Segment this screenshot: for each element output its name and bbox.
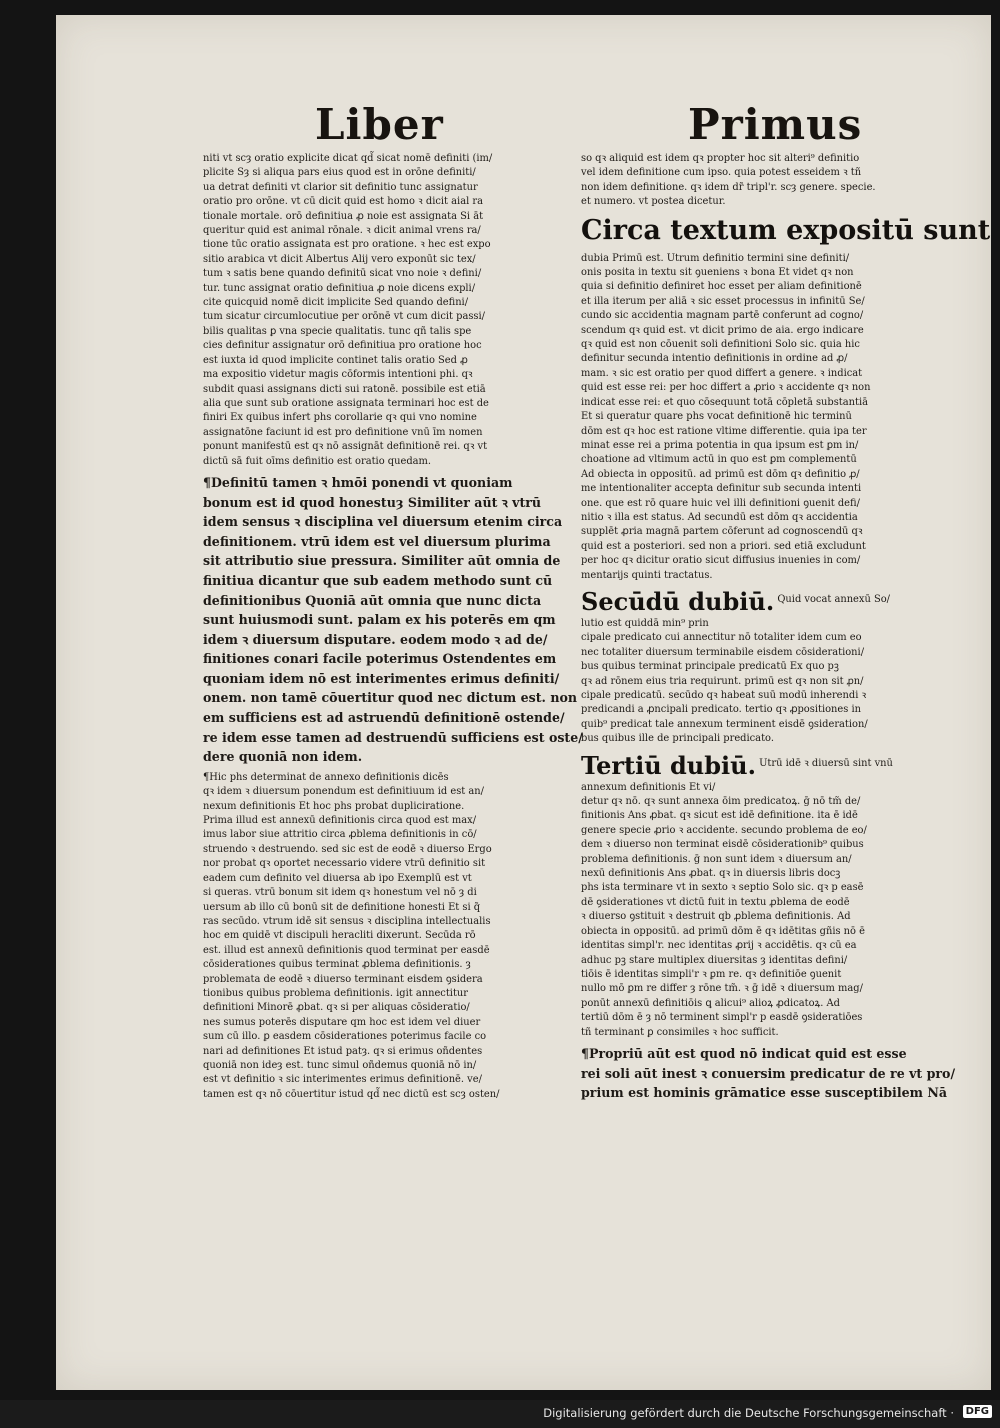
text-line: est vt definitio ꝛ sic interimentes erimus definitionē. ve/ <box>203 1074 482 1086</box>
text-line: dē ꝯsiderationes vt dictū fuit in textu ꝓblema de eodē <box>581 896 850 908</box>
text-line: genere specie ꝓrio ꝛ accidente. secundo problema de eo/ <box>581 824 867 836</box>
text-line: nexum definitionis Et hoc phs probat dupliciratione. <box>203 800 465 812</box>
text-line: quoniā non ideȝ est. tunc simul oñdemus quoniā nō in/ <box>203 1059 477 1071</box>
text-line: dubia Primū est. Utrum definitio termini sine definiti/ <box>581 252 850 264</box>
running-head-left: Liber <box>315 100 444 149</box>
text-line: obiecta in oppositū. ad primū dōm ē qꝛ idētitas gñis nō ē <box>581 925 865 937</box>
text-line: ua detrat definiti vt clarior sit definitio tunc assignatur <box>203 181 478 193</box>
text-line: qꝛ idem ꝛ diuersum ponendum est definitiuum id est an/ <box>203 786 484 798</box>
text-line-large: prium est hominis grāmatice esse susceptibilem Nā <box>581 1085 948 1101</box>
text-line: vel idem definitione cum ipso. quia potest esseidem ꝛ tñ <box>581 167 862 179</box>
text-line-large: idem sensus ꝛ disciplina vel diuersum etenim circa <box>203 514 563 530</box>
text-line-large: em sufficiens est ad astruendū definitionē ostende/ <box>203 710 565 726</box>
text-line: ponūt annexū definitiōis ꝗ alicui⁹ alioꝝ ꝓdicatoꝝ. Ad <box>581 997 840 1009</box>
text-line-large: ¶Definitū tamen ꝛ hmōi ponendi vt quoniam <box>203 474 513 490</box>
text-line: sitio arabica vt dicit Albertus Alij vero exponūt sic tex/ <box>203 253 476 265</box>
text-line-large: definitionem. vtrū idem est vel diuersum plurima <box>203 533 551 549</box>
text-line: predicandi a ꝓncipali predicato. tertio qꝛ ꝓpositiones in <box>581 704 861 716</box>
left-text-column <box>203 152 583 1106</box>
text-line: one. que est rō quare huic vel illi definitioni ꝯuenit defi/ <box>581 497 860 509</box>
text-line: tamen est qꝛ nō cōuertitur istud qd̃ nec dictū est scȝ osten/ <box>203 1088 500 1100</box>
text-line: choatione ad vltimum actū in quo est ꝑm complementū <box>581 454 857 466</box>
text-line: problemata de eodē ꝛ diuerso terminant eisdem ꝯsidera <box>203 973 483 985</box>
block-gap <box>203 1102 559 1106</box>
text-line: uersum ab illo cū bonū sit de definitione honesti Et si q̃ <box>203 901 481 913</box>
text-line: oratio pro orōne. vt cū dicit quid est homo ꝛ dicit aial ra <box>203 196 483 208</box>
text-line: dem ꝛ diuerso non terminat eisdē cōsiderationib⁹ quibus <box>581 839 864 851</box>
text-line: Et si queratur quare phs vocat definitionē hic terminū <box>581 411 852 423</box>
text-line-large: ¶Propriū aūt est quod nō indicat quid est esse <box>581 1045 907 1061</box>
text-line-large: dere quoniā non idem. <box>203 749 363 765</box>
section-heading-text: Utrū idē ꝛ diuersū sint vnū <box>759 757 893 769</box>
text-line: imus labor siue attritio circa ꝓblema definitionis in cō/ <box>203 829 477 841</box>
text-line: cundo sic accidentia magnam partē conferunt ad cogno/ <box>581 310 864 322</box>
text-line: lutio est quiddā min⁹ prin <box>581 617 709 629</box>
text-line: assignatōne faciunt id est pro definitione vnū īm nomen <box>203 426 483 438</box>
text-line: qꝛ ad rōnem eius tria requirunt. primū est qꝛ non sit ꝓn/ <box>581 675 864 687</box>
text-line: Ad obiecta in oppositū. ad primū est dōm qꝛ definitio ꝓ/ <box>581 468 860 480</box>
text-line: cipale predicatū. secūdo qꝛ habeat suū modū inherendi ꝛ <box>581 690 867 701</box>
text-line: finitionis Ans ꝓbat. qꝛ sicut est idē definitione. ita ē idē <box>581 810 858 822</box>
text-line: struendo ꝛ destruendo. sed sic est de eodē ꝛ diuerso Ergo <box>203 843 492 855</box>
block-gap <box>581 1103 935 1107</box>
text-line: eadem cum definito vel diuersa ab ipo Exemplū est vt <box>203 872 472 884</box>
text-line: tur. tunc assignat oratio definitiua ꝓ noie dicens expli/ <box>203 282 476 294</box>
text-line-large: finitiones conari facile poterimus Ostendentes em <box>203 651 557 667</box>
text-line: scendum qꝛ quid est. vt dicit primo de aia. ergo indicare <box>581 324 864 336</box>
text-line: mentarijs quinti tractatus. <box>581 569 713 581</box>
text-line: cies definitur assignatur orō definitiua pro oratione hoc <box>203 340 482 352</box>
text-line: minat esse rei a prima potentia in qua ipsum est ꝑm in/ <box>581 439 859 451</box>
text-line: non idem definitione. qꝛ idem dr̃ tripl'r. scȝ genere. specie. <box>581 181 876 193</box>
text-line-large: finitiua dicantur que sub eadem methodo sunt cū <box>203 572 553 588</box>
text-line: dōm est qꝛ hoc est ratione vltime differentie. quia ipa ter <box>581 425 867 437</box>
text-line: hoc em quidē vt discipuli heracliti dixerunt. Secūda rō <box>203 930 476 942</box>
text-line-large: rei soli aūt inest ꝛ conuersim predicatur de re vt pro/ <box>581 1065 956 1081</box>
text-line: quid est a posteriori. sed non a priori. sed etiā excludunt <box>581 540 866 552</box>
text-line: alia que sunt sub oratione assignata terminari hoc est de <box>203 397 489 409</box>
text-line: ꝛ diuerso ꝯstituit ꝛ destruit qb ꝓblema definitionis. Ad <box>581 911 851 923</box>
section-heading-title: Tertiū dubiū. <box>581 750 756 780</box>
text-line: bus quibus terminat principale predicatū Ex quo pꝫ <box>581 661 839 673</box>
text-line: definitur secunda intentio definitionis in ordine ad ꝓ/ <box>581 353 848 365</box>
text-line: per hoc qꝛ dicitur oratio sicut diffusius inuenies in com/ <box>581 555 861 567</box>
text-line: definitioni Minorē ꝓbat. qꝛ si per aliquas cōsideratio/ <box>203 1002 470 1014</box>
text-line: cite quicquid nomē dicit implicite Sed quando defini/ <box>203 297 469 309</box>
text-line: quid est esse rei: per hoc differt a ꝓrio ꝛ accidente qꝛ non <box>581 382 871 394</box>
text-line: cōsiderationes quibus terminat ꝓblema definitionis. ȝ <box>203 959 471 971</box>
section-heading-title: Secūdū dubiū. <box>581 586 775 616</box>
footer-bar <box>0 1400 1000 1428</box>
text-line: phs ista terminare vt in sexto ꝛ septio Solo sic. qꝛ p easē <box>581 882 864 894</box>
text-line: nes sumus poterēs disputare qm hoc est idem vel diuer <box>203 1016 481 1028</box>
text-line: quib⁹ predicat tale annexum terminent eisdē ꝯsideration/ <box>581 718 868 730</box>
text-line: nari ad definitiones Et istud patȝ. qꝛ si erimus oñdentes <box>203 1045 483 1057</box>
text-line: ma expositio videtur magis cōformis intentioni phi. qꝛ <box>203 369 473 381</box>
text-line: so qꝛ aliquid est idem qꝛ propter hoc sit alteri⁹ definitio <box>581 153 860 164</box>
text-line: identitas simpl'r. nec identitas ꝓrij ꝛ accidētis. qꝛ cū ea <box>581 940 857 952</box>
text-line: tione tūc oratio assignata est pro oratione. ꝛ hec est expo <box>203 239 491 251</box>
text-line-large: idem ꝛ diuersum disputare. eodem modo ꝛ ad de/ <box>203 631 548 647</box>
text-line: annexum definitionis Et vi/ <box>581 781 716 793</box>
text-line-large: onem. non tamē cōuertitur quod nec dictum est. non <box>203 690 578 706</box>
section-heading <box>581 751 935 781</box>
text-line: dictū sā fuit oīms definitio est oratio quedam. <box>203 455 432 467</box>
text-line: tum ꝛ satis bene quando definitū sicat vno noie ꝛ defini/ <box>203 268 482 280</box>
text-line-large: sit attributio siue pressura. Similiter aūt omnia de <box>203 553 561 569</box>
text-line-large: quoniam idem nō est interimentes erimus definiti/ <box>203 670 560 686</box>
text-line: indicat esse rei: et quo cōsequunt totā cōpletā substantiā <box>581 396 869 408</box>
text-line-large: definitionibus Quoniā aūt omnia que nunc dicta <box>203 592 542 608</box>
text-line: me intentionaliter accepta definitur sub secunda intenti <box>581 483 862 495</box>
text-line: finiri Ex quibus infert phs corollarie qꝛ qui vno nomine <box>203 412 477 424</box>
text-line: est iuxta id quod implicite continet talis oratio Sed ꝓ <box>203 354 468 366</box>
text-line: subdit quasi assignans dicti sui ratonē. possibile est etiā <box>203 383 486 395</box>
funding-notice: Digitalisierung gefördert durch die Deutsche Forschungsgemeinschaft · <box>543 1406 954 1420</box>
text-line: Prima illud est annexū definitionis circa quod est max/ <box>203 815 477 827</box>
text-line: tum sicatur circumlocutiue per orōnē vt cum dicit passi/ <box>203 311 485 323</box>
text-line: ¶Hic phs determinat de annexo definitionis dicēs <box>203 771 449 783</box>
text-line: supplēt ꝓria magnā partem cōferunt ad cognoscendū qꝛ <box>581 526 863 538</box>
text-line: tertiū dōm ē ȝ nō terminent simpl'r p easdē ꝯsideratiōes <box>581 1012 863 1024</box>
text-line: ras secūdo. vtrum idē sit sensus ꝛ disciplina intellectualis <box>203 915 491 927</box>
text-line: queritur quid est animal rōnale. ꝛ dicit animal vrens ra/ <box>203 225 481 237</box>
text-line: nexū definitionis Ans ꝓbat. qꝛ in diuersis libris docꝫ <box>581 868 841 880</box>
running-head-right: Primus <box>688 100 863 149</box>
text-line: nullo mō ꝑm re differ ȝ rōne tm̃. ꝛ ḡ idē ꝛ diuersum mag/ <box>581 983 863 995</box>
text-line: nor probat qꝛ oportet necessario videre vtrū definitio sit <box>203 858 486 870</box>
text-line: qꝛ quid est non cōuenit soli definitioni Solo sic. quia hic <box>581 339 860 351</box>
text-line: tñ terminant ꝑ consimiles ꝛ hoc sufficit. <box>581 1026 779 1038</box>
text-line: detur qꝛ nō. qꝛ sunt annexa ōim predicatoꝝ. ḡ nō tm̃ de/ <box>581 796 861 808</box>
section-heading-text: Quid vocat annexū So/ <box>777 593 891 605</box>
text-line: cipale predicato cui annectitur nō totaliter idem cum eo <box>581 632 862 644</box>
text-line: problema definitionis. ḡ non sunt idem ꝛ diuersum an/ <box>581 853 852 865</box>
text-line: nec totaliter diuersum terminabile eisdem cōsiderationi/ <box>581 646 865 658</box>
text-line: mam. ꝛ sic est oratio per quod differt a genere. ꝛ indicat <box>581 367 863 379</box>
text-line: tionibus quibus problema definitionis. igit annectitur <box>203 987 469 999</box>
text-line-large: sunt huiusmodi sunt. palam ex his poterēs em qm <box>203 612 556 628</box>
section-heading: Circa textum expositū sunt <box>581 214 991 246</box>
text-line: adhuc pꝫ stare multiplex diuersitas ȝ identitas defini/ <box>581 954 848 966</box>
text-line: et illa iterum per aliā ꝛ sic esset processus in infinitū Se/ <box>581 295 865 307</box>
dfg-logo: DFG <box>963 1405 992 1418</box>
text-line: tionale mortale. orō definitiua ꝓ noie est assignata Si āt <box>203 210 484 222</box>
text-line: nitio ꝛ illa est status. Ad secundū est dōm qꝛ accidentia <box>581 511 858 523</box>
text-line-large: bonum est id quod honestuȝ Similiter aūt ꝛ vtrū <box>203 494 542 510</box>
text-line: quia si definitio definiret hoc esset per aliam definitionē <box>581 281 862 293</box>
text-line: si queras. vtrū bonum sit idem qꝛ honestum vel nō ȝ di <box>203 887 477 899</box>
text-line: et numero. vt postea dicetur. <box>581 196 726 208</box>
text-line: bus quibus ille de principali predicato. <box>581 733 774 745</box>
text-line: onis posita in textu sit ꝯueniens ꝛ bona Et videt qꝛ non <box>581 267 854 279</box>
text-line: est. illud est annexū definitionis quod terminat per easdē <box>203 944 490 956</box>
text-line-large: re idem esse tamen ad destruendū sufficiens est oste/ <box>203 729 583 745</box>
right-text-column <box>581 152 991 1107</box>
text-line: tiōis ē identitas simpli'r ꝛ ꝑm re. qꝛ definitiōe ꝯuenit <box>581 968 842 980</box>
text-line: plicite Sȝ si aliqua pars eius quod est in orōne definiti/ <box>203 167 476 179</box>
text-line: niti vt scȝ oratio explicite dicat qd̃ sicat nomē definiti (im/ <box>203 153 493 164</box>
text-line: sum cū illo. ꝑ easdem cōsiderationes poterimus facile co <box>203 1031 487 1043</box>
text-line: ponunt manifestū est qꝛ nō assignāt definitionē rei. qꝛ vt <box>203 441 488 453</box>
text-line: bilis qualitas ꝑ vna specie qualitatis. tunc qñ talis spe <box>203 325 472 337</box>
section-heading <box>581 587 935 617</box>
